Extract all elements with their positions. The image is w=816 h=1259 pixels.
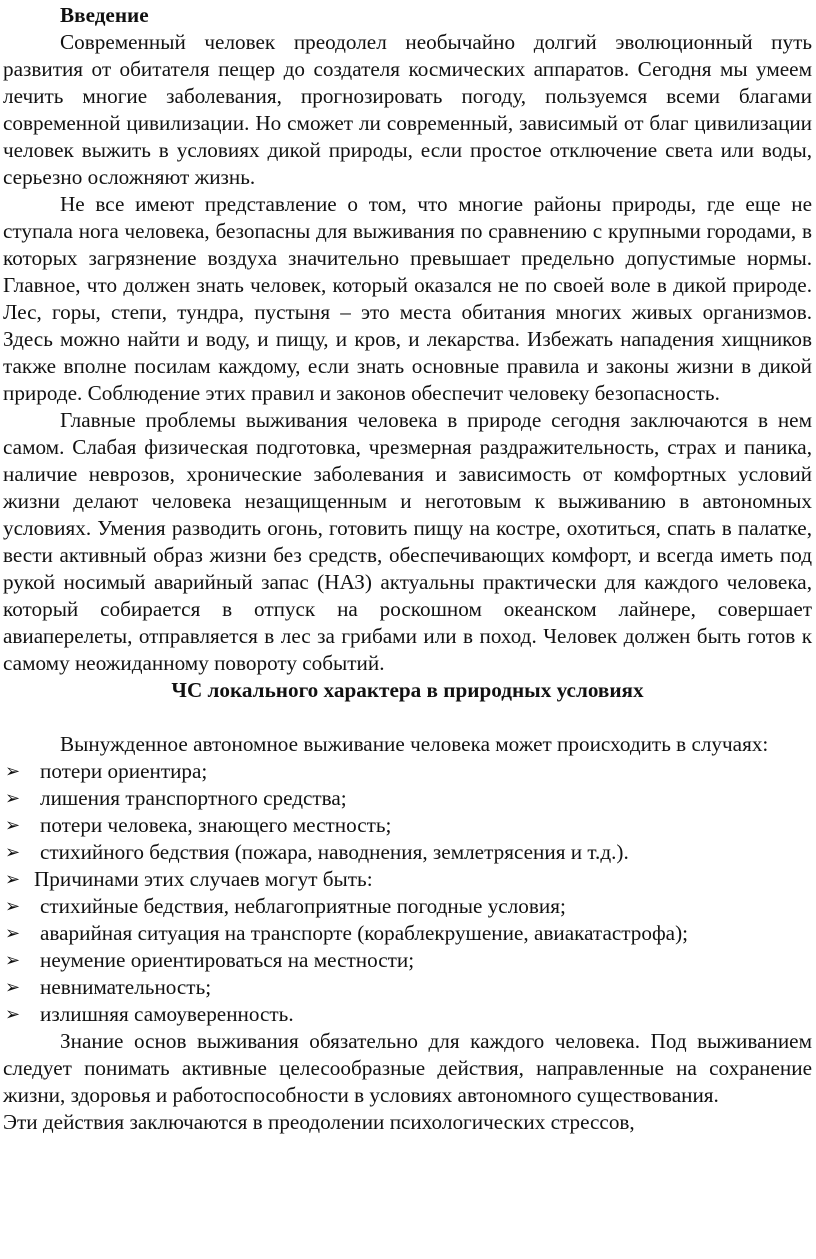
arrow-bullet-icon: ➢ (5, 815, 21, 836)
arrow-bullet-icon: ➢ (5, 896, 21, 917)
list-item (3, 893, 812, 920)
list-item-text: лишения транспортного средства; (40, 786, 347, 810)
list-item-text: потери человека, знающего местность; (40, 813, 392, 837)
list-item (3, 947, 812, 974)
arrow-bullet-icon: ➢ (5, 977, 21, 998)
list-item-text: излишняя самоуверенность. (40, 1002, 294, 1026)
intro-paragraph-2: Не все имеют представление о том, что многие районы природы, где еще не ступала нога человека, безопасны для выживания по сравнению с крупными городами, в которых загрязнение воздуха значительно превышает предельно допустимые нормы. Главное, что должен знать человек, который оказался не по своей воле в дикой природе. Лес, горы, степи, тундра, пустыня – это места обитания многих живых организмов. Здесь можно найти и воду, и пищу, и кров, и лекарства. Избежать нападения хищников также вполне посилам каждому, если знать основные правила и законы жизни в дикой природе. Соблюдение этих правил и законов обеспечит человеку безопасность. (3, 192, 812, 405)
arrow-bullet-icon: ➢ (5, 842, 21, 863)
cases-list (3, 758, 812, 1028)
arrow-bullet-icon: ➢ (5, 761, 21, 782)
list-item (3, 1001, 812, 1028)
arrow-bullet-icon: ➢ (5, 1004, 21, 1025)
list-item-text: аварийная ситуация на транспорте (кораблекрушение, авиакатастрофа); (40, 921, 689, 945)
section-intro-paragraph: Вынужденное автономное выживание человека может происходить в случаях: (60, 732, 769, 756)
list-item-text: неумение ориентироваться на местности; (40, 948, 415, 972)
intro-heading: Введение (60, 3, 149, 27)
list-item (3, 974, 812, 1001)
list-item (3, 920, 812, 947)
list-item-text: Причинами этих случаев могут быть: (34, 867, 373, 891)
section-title: ЧС локального характера в природных условиях (171, 678, 644, 702)
list-item-text: стихийного бедствия (пожара, наводнения, землетрясения и т.д.). (40, 840, 629, 864)
arrow-bullet-icon: ➢ (5, 788, 21, 809)
list-item (3, 866, 812, 893)
arrow-bullet-icon: ➢ (5, 869, 21, 890)
closing-paragraph: Знание основ выживания обязательно для каждого человека. Под выживанием следует понимать активные целесообразные действия, направленные на сохранение жизни, здоровья и работоспособности в условиях автономного существования. (3, 1029, 812, 1107)
list-item-text: потери ориентира; (40, 759, 208, 783)
intro-paragraph-3: Главные проблемы выживания человека в природе сегодня заключаются в нем самом. Слабая физическая подготовка, чрезмерная раздражительность, страх и паника, наличие неврозов, хронические заболевания и зависимость от комфортных условий жизни делают человека незащищенным и неготовым к выживанию в автономных условиях. Умения разводить огонь, готовить пищу на костре, охотиться, спать в палатке, вести активный образ жизни без средств, обеспечивающих комфорт, и всегда иметь под рукой носимый аварийный запас (НАЗ) актуальны практически для каждого человека, который собирается в отпуск на роскошном океанском лайнере, совершает авиаперелеты, отправляется в лес за грибами или в поход. Человек должен быть готов к самому неожиданному повороту событий. (3, 408, 812, 675)
list-item (3, 785, 812, 812)
list-item-text: невнимательность; (40, 975, 212, 999)
arrow-bullet-icon: ➢ (5, 923, 21, 944)
list-item (3, 812, 812, 839)
intro-paragraph-1: Современный человек преодолел необычайно долгий эволюционный путь развития от обитателя пещер до создателя космических аппаратов. Сегодня мы умеем лечить многие заболевания, прогнозировать погоду, пользуемся всеми благами современной цивилизации. Но сможет ли современный, зависимый от благ цивилизации человек выжить в условиях дикой природы, если простое отключение света или воды, серьезно осложняют жизнь. (3, 30, 812, 189)
list-item-text: стихийные бедствия, неблагоприятные погодные условия; (40, 894, 566, 918)
arrow-bullet-icon: ➢ (5, 950, 21, 971)
last-line: Эти действия заключаются в преодолении психологических стрессов, (3, 1110, 635, 1134)
list-item (3, 758, 812, 785)
list-item (3, 839, 812, 866)
